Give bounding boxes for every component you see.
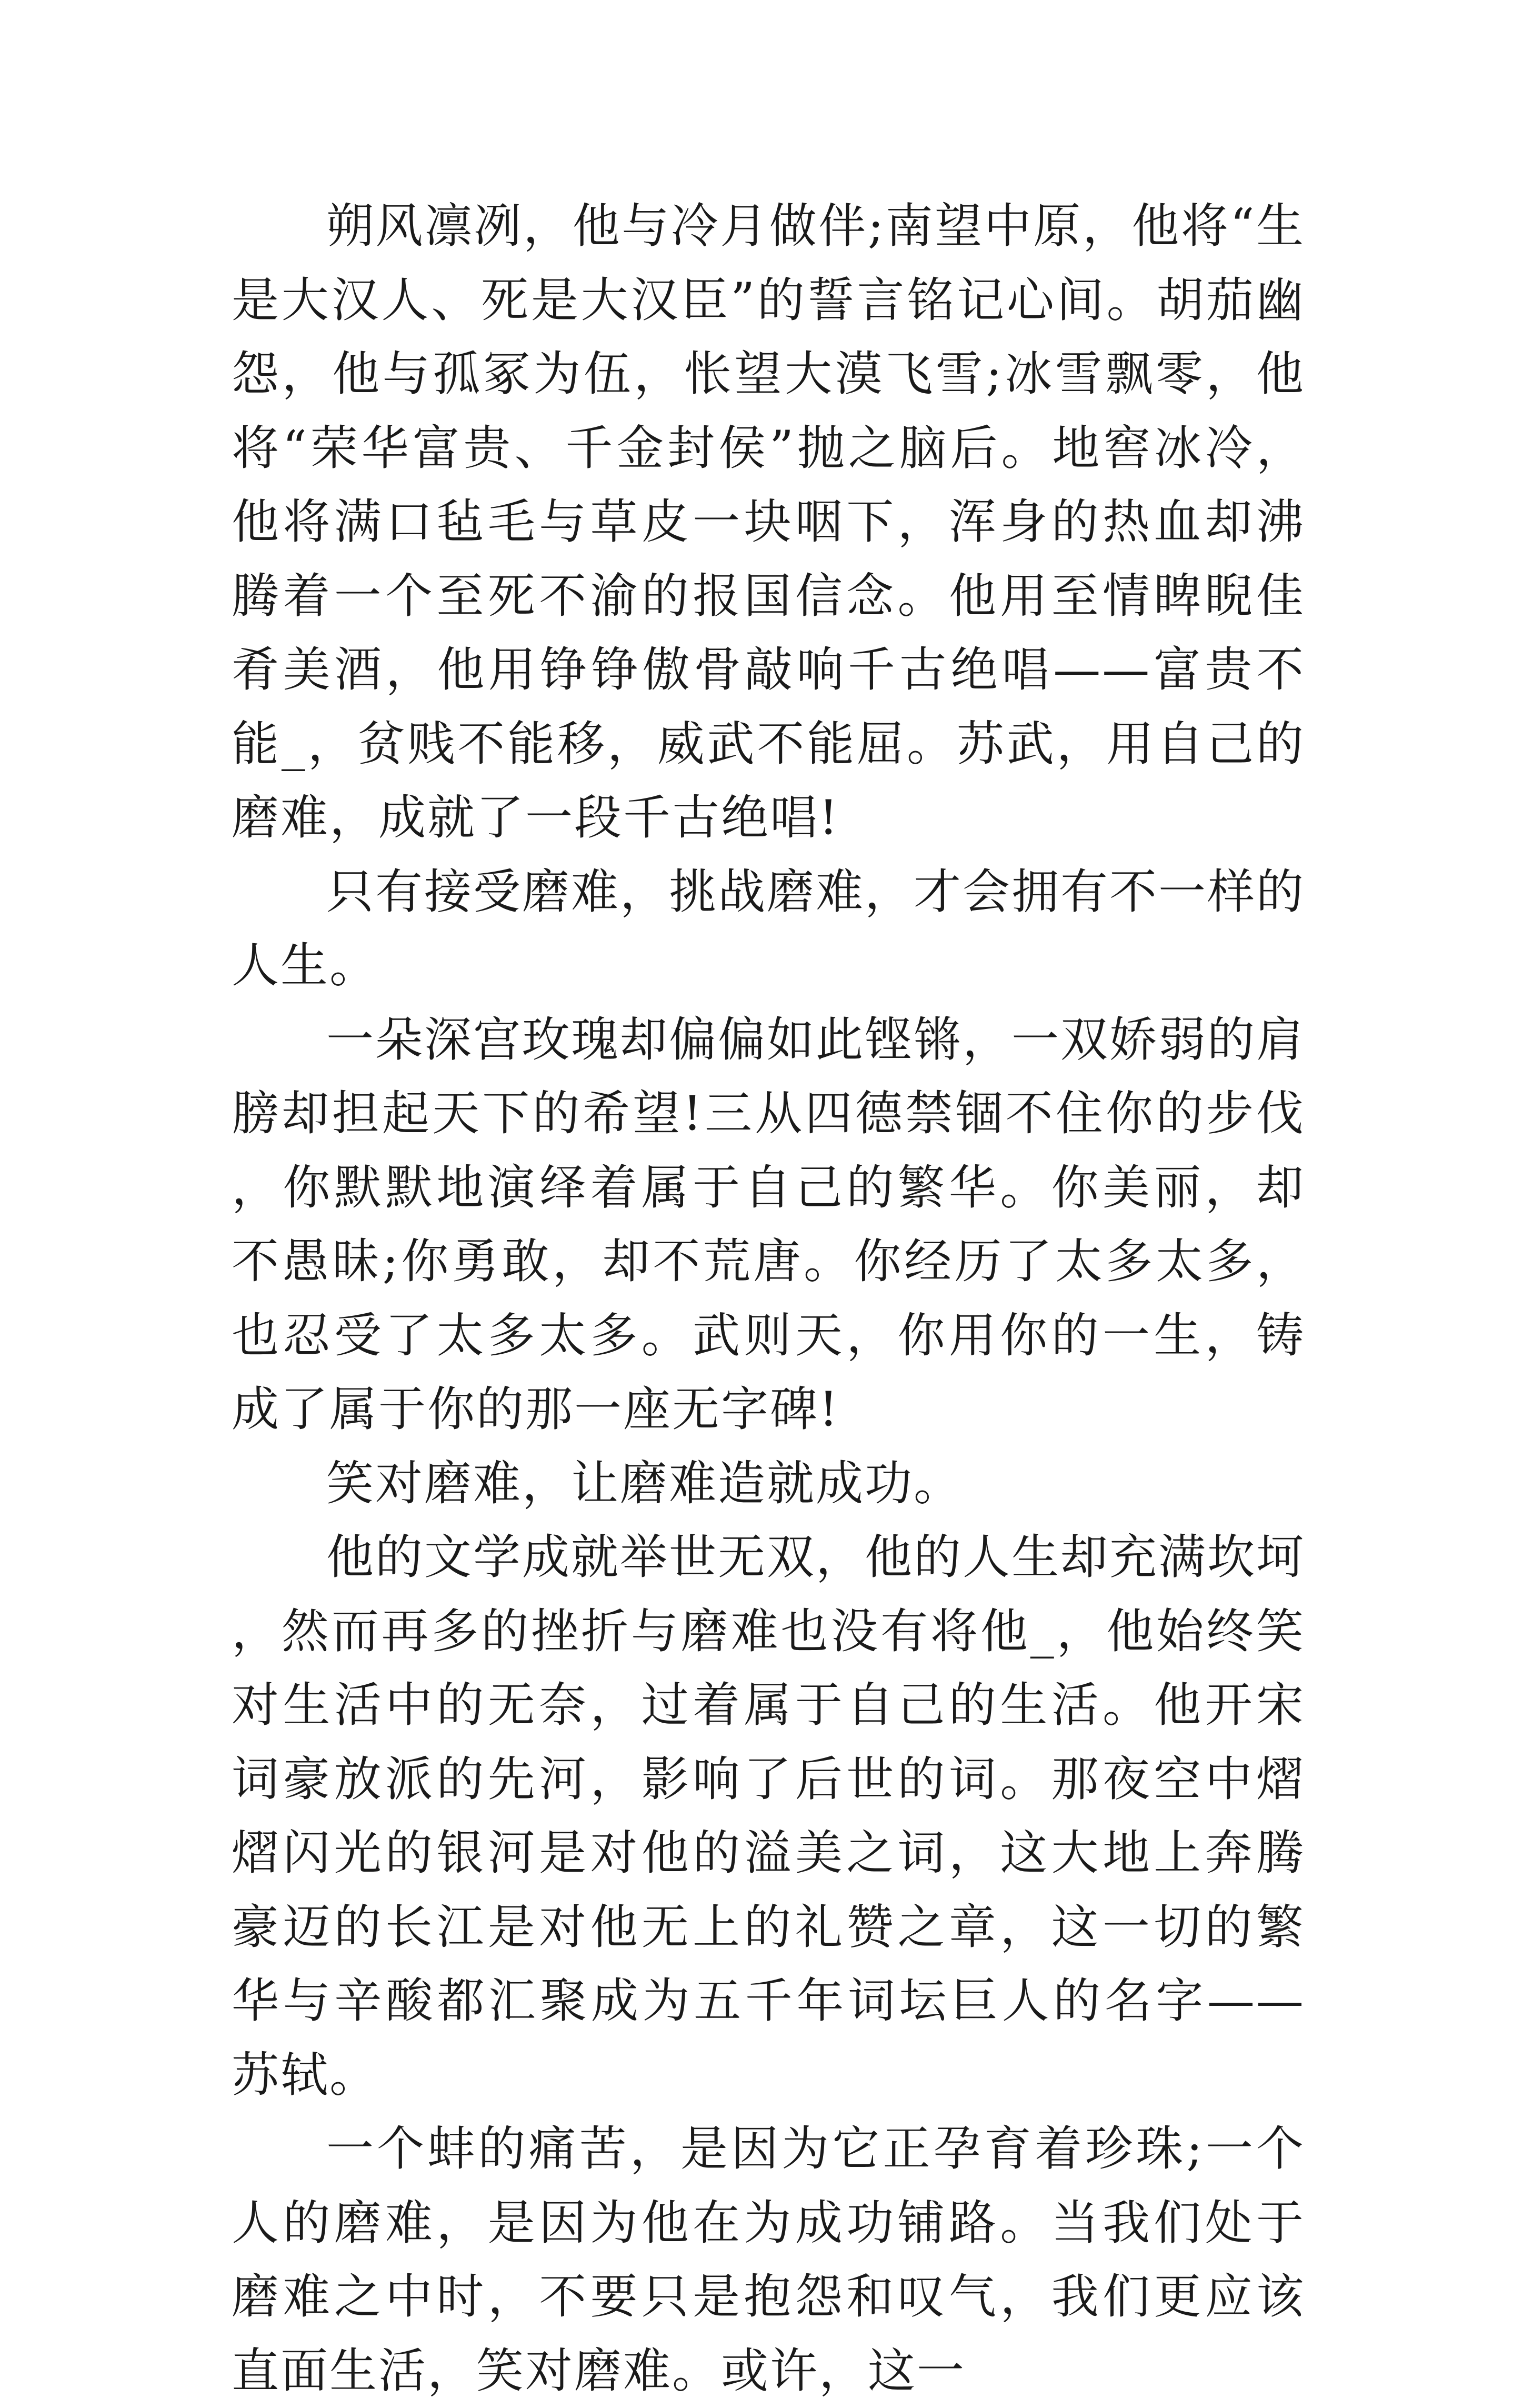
paragraph-su-shi: 他的文学成就举世无双，他的人生却充满坎坷，然而再多的挫折与磨难也没有将他_，他始终笑对生活中的无奈，过着属于自己的生活。他开宋词豪放派的先河，影响了后世的词。那夜空中熠熠闪光的银河是对他的溢美之词，这大地上奔腾豪迈的长江是对他无上的礼赞之章，这一切的繁华与辛酸都汇聚成为五千年词坛巨人的名字——苏轼。 — [232, 1530, 1305, 2103]
document-body — [232, 189, 1305, 2408]
paragraph-wu-zetian: 一朵深宫玫瑰却偏偏如此铿锵，一双娇弱的肩膀却担起天下的希望!三从四德禁锢不住你的步伐，你默默地演绎着属于自己的繁华。你美丽，却不愚昧;你勇敢，却不荒唐。你经历了太多太多，也忍受了太多太多。武则天，你用你的一生，铸成了属于你的那一座无字碑! — [232, 1012, 1305, 1437]
paragraph-su-wu: 朔风凛冽，他与冷月做伴;南望中原，他将“生是大汉人、死是大汉臣”的誓言铭记心间。胡茄幽怨，他与孤冢为伍，怅望大漠飞雪;冰雪飘零，他将“荣华富贵、千金封侯”抛之脑后。地窖冰冷，他将满口毡毛与草皮一块咽下，浑身的热血却沸腾着一个至死不渝的报国信念。他用至情睥睨佳肴美酒，他用铮铮傲骨敲响千古绝唱——富贵不能_，贫贱不能移，威武不能屈。苏武，用自己的磨难，成就了一段千古绝唱! — [232, 198, 1305, 845]
paragraph-smile-at-hardship: 笑对磨难，让磨难造就成功。 — [326, 1455, 963, 1511]
paragraph-oyster-pearl: 一个蚌的痛苦，是因为它正孕育着珍珠;一个人的磨难，是因为他在为成功铺路。当我们处于磨难之中时，不要只是抱怨和叹气，我们更应该直面生活，笑对磨难。或许，这一 — [232, 2121, 1305, 2399]
paragraph-accept-hardship: 只有接受磨难，挑战磨难，才会拥有不一样的人生。 — [232, 864, 1305, 993]
